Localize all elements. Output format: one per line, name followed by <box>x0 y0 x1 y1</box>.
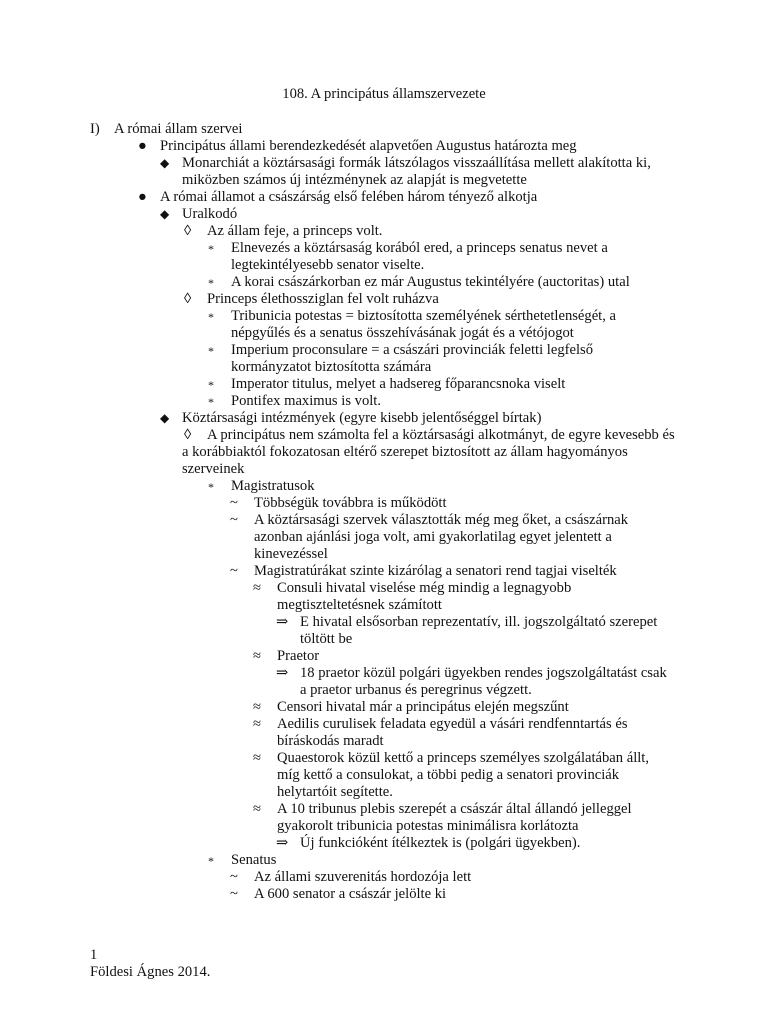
list-bullet: ≈ <box>253 580 262 596</box>
list-bullet: * <box>208 344 214 358</box>
list-item-text: Elnevezés a köztársaság korából ered, a princeps senatus nevet a legtekintélyesebb senator viselte. <box>231 240 608 273</box>
list-bullet: ≈ <box>253 648 262 664</box>
outline-item-level-4 <box>0 240 768 274</box>
outline-item-level-4 <box>0 393 768 410</box>
list-bullet: * <box>208 242 214 256</box>
list-bullet: ⇒ <box>276 665 289 681</box>
list-item-text: A principátus nem számolta fel a köztársasági alkotmányt, de egyre kevesebb és a korábbiaktól fokozatosan eltérő szerepet biztosított az állam hagyományos szerveinek <box>182 427 675 477</box>
document-title: 108. A principátus államszervezete <box>282 86 486 102</box>
list-bullet: * <box>208 276 214 290</box>
list-bullet: ~ <box>230 563 238 579</box>
outline-item-level-6 <box>0 716 768 750</box>
list-bullet: ◊ <box>184 223 192 239</box>
list-item-text: Princeps élethossziglan fel volt ruházva <box>207 291 439 307</box>
list-bullet: ~ <box>230 869 238 885</box>
list-bullet: ⇒ <box>276 614 289 630</box>
outline-item-level-1 <box>0 138 768 155</box>
outline-item-level-0 <box>0 121 768 138</box>
outline-item-level-5 <box>0 495 768 512</box>
list-item-text: A római állam szervei <box>114 121 243 137</box>
outline-item-level-4 <box>0 274 768 291</box>
list-item-text: Consuli hivatal viselése még mindig a legnagyobb megtiszteltetésnek számított <box>277 580 572 613</box>
list-item-text: Imperator titulus, melyet a hadsereg főparancsnoka viselt <box>231 376 566 392</box>
page-footer <box>90 947 210 981</box>
list-bullet: ~ <box>230 886 238 902</box>
list-item-text: Quaestorok közül kettő a princeps személyes szolgálatában állt, míg kettő a consulokat, a többi pedig a senatori provinciák helytartóit segítette. <box>277 750 650 800</box>
outline-item-level-5 <box>0 512 768 563</box>
list-bullet: ● <box>138 189 147 205</box>
outline-item-level-2 <box>0 155 768 189</box>
outline-item-level-6 <box>0 648 768 665</box>
list-bullet: ◊ <box>184 427 192 443</box>
list-item-text: A köztársasági szervek választották még meg őket, a császárnak azonban ajánlási joga volt, ami gyakorlatilag egyet jelentett a kinevezéssel <box>254 512 629 562</box>
list-item-text: Az állami szuverenitás hordozója lett <box>254 869 472 885</box>
list-item-text: A római államot a császárság első felében három tényező alkotja <box>160 189 538 205</box>
list-item-text: Senatus <box>231 852 277 868</box>
list-item-text: Aedilis curulisek feladata egyedül a vásári rendfenntartás és bíráskodás maradt <box>277 716 628 749</box>
outline-item-level-3 <box>0 291 768 308</box>
list-bullet: ◆ <box>160 156 170 170</box>
outline-item-level-4 <box>0 376 768 393</box>
outline-item-level-2 <box>0 410 768 427</box>
list-bullet: ≈ <box>253 716 262 732</box>
list-bullet: ● <box>138 138 147 154</box>
list-item-text: A 10 tribunus plebis szerepét a császár által állandó jelleggel gyakorolt tribunicia potestas minimálisra korlátozta <box>277 801 632 834</box>
list-bullet: ≈ <box>253 801 262 817</box>
outline-item-level-3 <box>0 427 768 478</box>
list-item-text: Tribunicia potestas = biztosította személyének sérthetetlenségét, a népgyűlés és a senatus összehívásának jogát és a vétójogot <box>231 308 616 341</box>
list-item-text: Censori hivatal már a principátus elején megszűnt <box>277 699 569 715</box>
list-bullet: * <box>208 310 214 324</box>
outline-item-level-4 <box>0 478 768 495</box>
list-item-text: Magistratúrákat szinte kizárólag a senatori rend tagjai viselték <box>254 563 617 579</box>
outline-item-level-5 <box>0 869 768 886</box>
list-item-text: Monarchiát a köztársasági formák látszólagos visszaállítása mellett alakította ki, miközben számos új intézménynek az alapját is megvetette <box>182 155 651 188</box>
outline-item-level-4 <box>0 342 768 376</box>
list-item-text: E hivatal elsősorban reprezentatív, ill. jogszolgáltató szerepet töltött be <box>300 614 658 647</box>
outline-item-level-7 <box>0 835 768 852</box>
list-bullet: ~ <box>230 512 238 528</box>
outline-item-level-4 <box>0 308 768 342</box>
list-item-text: A korai császárkorban ez már Augustus tekintélyére (auctoritas) utal <box>231 274 630 290</box>
list-bullet: * <box>208 395 214 409</box>
outline-item-level-6 <box>0 699 768 716</box>
outline-item-level-6 <box>0 580 768 614</box>
list-item-text: Magistratusok <box>231 478 315 494</box>
list-bullet: ◆ <box>160 411 170 425</box>
list-item-text: Többségük továbbra is működött <box>254 495 447 511</box>
outline-item-level-6 <box>0 801 768 835</box>
list-item-text: Pontifex maximus is volt. <box>231 393 381 409</box>
footer-author: Földesi Ágnes 2014. <box>90 964 211 980</box>
list-bullet: * <box>208 480 214 494</box>
list-item-text: Köztársasági intézmények (egyre kisebb jelentőséggel bírtak) <box>182 410 542 426</box>
outline-item-level-4 <box>0 852 768 869</box>
list-bullet: ~ <box>230 495 238 511</box>
list-item-text: Új funkcióként ítélkeztek is (polgári ügyekben). <box>300 835 581 851</box>
list-item-text: Az állam feje, a princeps volt. <box>207 223 383 239</box>
list-bullet: ≈ <box>253 699 262 715</box>
outline-item-level-6 <box>0 750 768 801</box>
list-item-text: A 600 senator a császár jelölte ki <box>254 886 447 902</box>
list-bullet: ◆ <box>160 207 170 221</box>
list-item-text: Uralkodó <box>182 206 238 222</box>
outline-item-level-3 <box>0 223 768 240</box>
outline-item-level-5 <box>0 563 768 580</box>
outline-item-level-7 <box>0 614 768 648</box>
list-bullet: I) <box>90 121 100 137</box>
list-bullet: ◊ <box>184 291 192 307</box>
outline-item-level-5 <box>0 886 768 903</box>
list-bullet: * <box>208 854 214 868</box>
outline <box>0 121 768 903</box>
list-item-text: Imperium proconsulare = a császári provinciák feletti legfelső kormányzatot biztosította számára <box>231 342 593 375</box>
page-number: 1 <box>90 947 98 963</box>
list-item-text: 18 praetor közül polgári ügyekben rendes jogszolgáltatást csak a praetor urbanus és peregrinus végzett. <box>300 665 667 698</box>
outline-item-level-7 <box>0 665 768 699</box>
list-item-text: Praetor <box>277 648 320 664</box>
outline-item-level-1 <box>0 189 768 206</box>
list-bullet: ≈ <box>253 750 262 766</box>
list-bullet: * <box>208 378 214 392</box>
outline-item-level-2 <box>0 206 768 223</box>
list-bullet: ⇒ <box>276 835 289 851</box>
list-item-text: Principátus állami berendezkedését alapvetően Augustus határozta meg <box>160 138 577 154</box>
